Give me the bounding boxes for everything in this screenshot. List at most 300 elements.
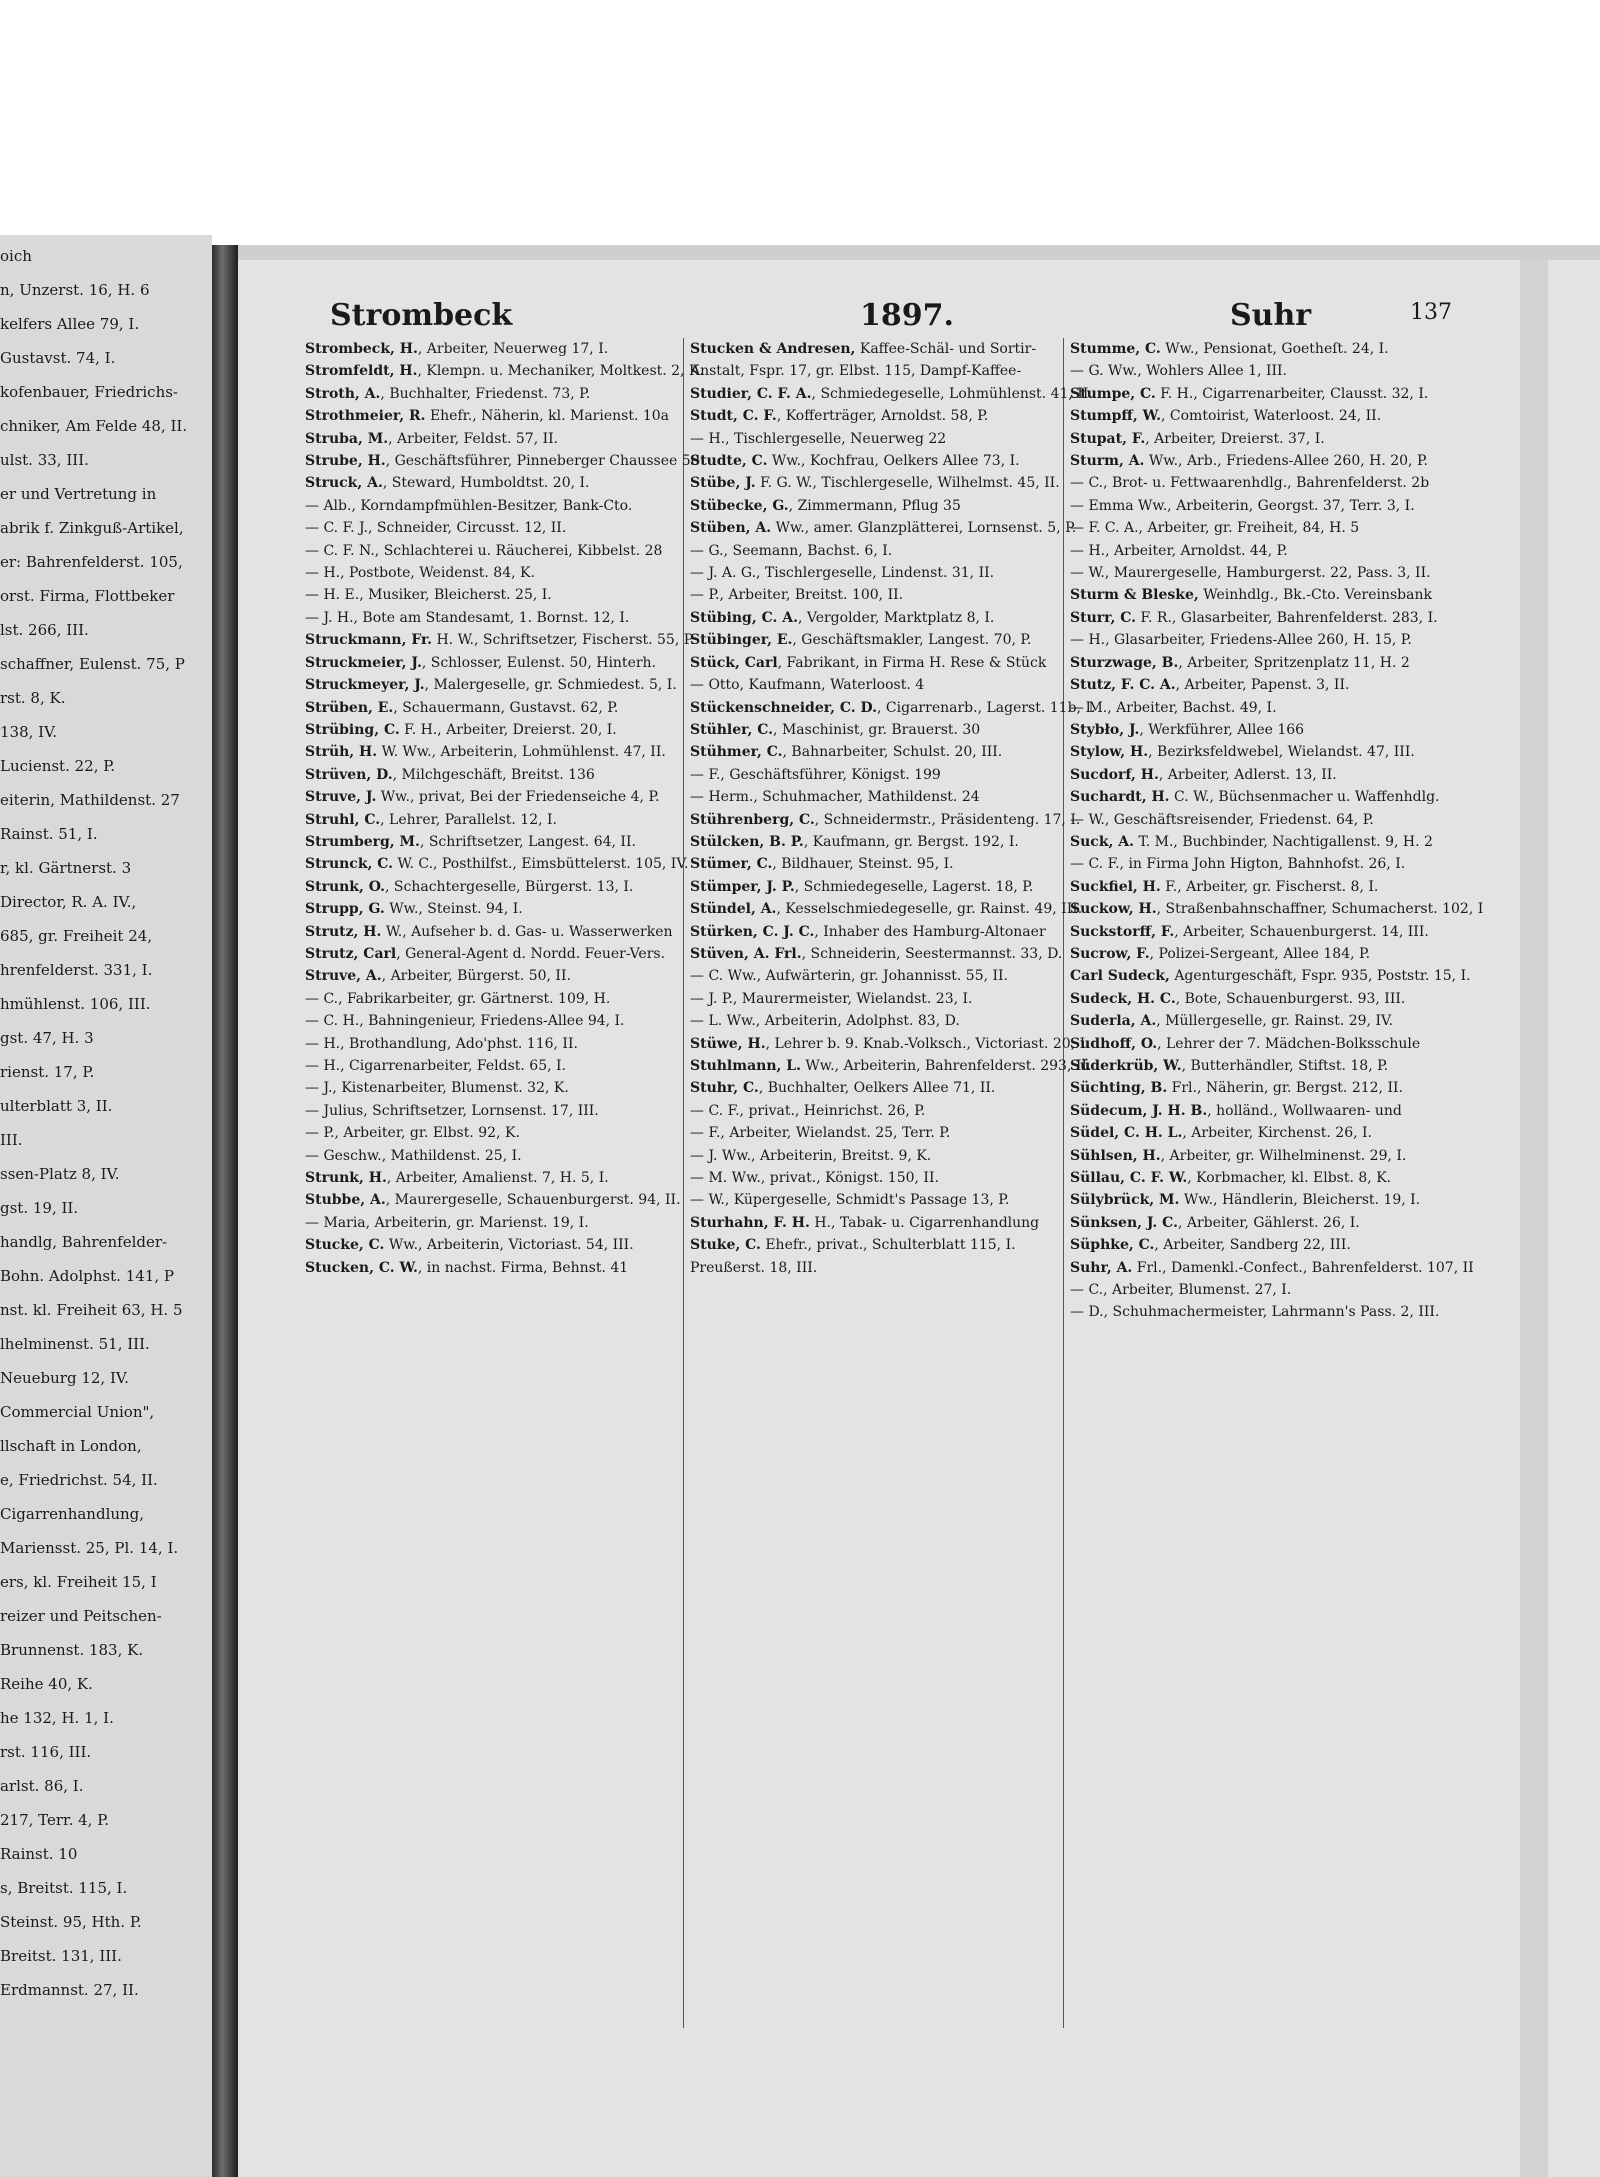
directory-entry <box>690 1167 1058 1189</box>
entry-surname: Stromfeldt, H. <box>305 363 418 380</box>
entry-details: , Arbeiter, Spritzenplatz 11, H. 2 <box>1178 654 1410 671</box>
directory-entry <box>305 943 673 965</box>
directory-entry <box>1070 450 1438 472</box>
directory-entry <box>305 517 673 539</box>
entry-details: — L. Ww., Arbeiterin, Adolphst. 83, D. <box>690 1013 960 1030</box>
entry-surname: Stürken, C. J. C. <box>690 923 815 940</box>
directory-entry <box>690 1212 1058 1234</box>
left-page-line: schaffner, Eulenst. 75, P <box>0 655 185 673</box>
entry-surname: Strüh, H. <box>305 744 378 761</box>
directory-entry <box>1070 719 1438 741</box>
entry-details: , Arbeiter, Dreierst. 37, I. <box>1145 430 1325 447</box>
directory-entry <box>305 1167 673 1189</box>
directory-entry <box>690 1010 1058 1032</box>
entry-surname: Stutz, F. C. A. <box>1070 677 1176 694</box>
entry-surname: Strumberg, M. <box>305 833 420 850</box>
entry-details: Frl., Damenkl.-Confect., Bahrenfelderst. 107, II <box>1132 1259 1474 1276</box>
entry-details: — D., Schuhmachermeister, Lahrmann's Pass. 2, III. <box>1070 1304 1440 1321</box>
entry-details: — Maria, Arbeiterin, gr. Marienst. 19, I. <box>305 1214 589 1231</box>
entry-details: , Lehrer der 7. Mädchen-Bolksschule <box>1157 1035 1421 1052</box>
entry-surname: Stübinger, E. <box>690 632 793 649</box>
left-page-line: Mariensst. 25, Pl. 14, I. <box>0 1539 179 1557</box>
entry-details: Kaffee-Schäl- und Sortir- <box>855 341 1037 357</box>
directory-entry <box>690 876 1058 898</box>
left-page-line: oich <box>0 247 32 265</box>
directory-entry <box>305 652 673 674</box>
entry-surname: Stuhlmann, L. <box>690 1058 801 1074</box>
left-page-line: ers, kl. Freiheit 15, I <box>0 1573 157 1591</box>
entry-surname: Sülybrück, M. <box>1070 1192 1180 1209</box>
entry-details: , in nachst. Firma, Behnst. 41 <box>417 1259 629 1276</box>
directory-entry <box>690 1055 1092 1077</box>
directory-entry <box>1070 1100 1438 1122</box>
left-page-line: ulst. 33, III. <box>0 451 89 469</box>
directory-entry <box>305 898 673 920</box>
entry-surname: Süphke, C. <box>1070 1237 1155 1254</box>
entry-surname: Suderla, A. <box>1070 1013 1157 1030</box>
directory-entry <box>690 360 1058 382</box>
entry-surname: Strüben, E. <box>305 699 394 716</box>
entry-details: , Werkführer, Allee 166 <box>1139 721 1305 738</box>
directory-entry <box>305 1010 673 1032</box>
directory-entry <box>690 943 1063 965</box>
entry-details: — C. F., in Firma John Higton, Bahnhofst. 26, I. <box>1070 856 1406 873</box>
entry-details: , Bote, Schauenburgerst. 93, III. <box>1175 990 1406 1007</box>
directory-entry <box>690 517 1077 539</box>
directory-entry <box>305 674 677 696</box>
directory-entry <box>1070 383 1438 405</box>
directory-entry <box>305 428 673 450</box>
entry-details: , Vergolder, Marktplatz 8, I. <box>797 609 995 626</box>
entry-surname: Strutz, H. <box>305 923 382 940</box>
entry-surname: Stühmer, C. <box>690 744 783 761</box>
entry-details: — P., Arbeiter, Breitst. 100, II. <box>690 587 904 604</box>
left-page-line: hmühlenst. 106, III. <box>0 995 151 1013</box>
left-page-line: eiterin, Mathildenst. 27 <box>0 791 180 809</box>
directory-entry <box>1070 428 1438 450</box>
entry-surname: Stüven, A. Frl. <box>690 945 802 962</box>
directory-entry <box>1070 965 1471 987</box>
entry-surname: Stübe, J. <box>690 475 756 492</box>
directory-entry <box>1070 764 1438 786</box>
entry-surname: Stückenschneider, C. D. <box>690 699 878 716</box>
entry-details: , Geschäftsführer, Pinneberger Chaussee 50 <box>385 453 700 470</box>
left-page-line: Reihe 40, K. <box>0 1675 93 1693</box>
entry-details: , Schneidermstr., Präsidenteng. 17, I. <box>814 811 1081 828</box>
directory-entry <box>690 1145 1058 1167</box>
entry-surname: Stumme, C. <box>1070 341 1161 357</box>
entry-details: , General-Agent d. Nordd. Feuer-Vers. <box>396 945 666 962</box>
entry-details: — P., Arbeiter, gr. Elbst. 92, K. <box>305 1125 520 1142</box>
directory-entry <box>305 495 673 517</box>
entry-surname: Suck, A. <box>1070 833 1134 850</box>
entry-details: H. W., Schriftsetzer, Fischerst. 55, P. <box>432 632 695 649</box>
left-page-line: n, Unzerst. 16, H. 6 <box>0 281 150 299</box>
entry-details: F. H., Arbeiter, Dreierst. 20, I. <box>399 721 617 738</box>
entry-surname: Stührenberg, C. <box>690 811 815 828</box>
entry-surname: Stucken & Andresen, <box>690 341 856 357</box>
entry-details: — H., Tischlergeselle, Neuerweg 22 <box>690 430 947 447</box>
directory-entry <box>1070 1122 1438 1144</box>
entry-details: , Inhaber des Hamburg-Altonaer <box>814 923 1046 940</box>
entry-surname: Sturm & Bleske, <box>1070 587 1199 604</box>
entry-surname: Strunk, O. <box>305 878 386 895</box>
entry-details: , Schlosser, Eulenst. 50, Hinterh. <box>421 654 657 671</box>
left-page-line: rienst. 17, P. <box>0 1063 95 1081</box>
entry-details: Ww., amer. Glanzplätterei, Lornsenst. 5, P. <box>771 520 1077 537</box>
entry-details: — F. C. A., Arbeiter, gr. Freiheit, 84, H. 5 <box>1070 520 1360 537</box>
entry-details: , Schmiedegeselle, Lohmühlenst. 41, II. <box>811 385 1093 402</box>
entry-details: , Schauermann, Gustavst. 62, P. <box>393 699 619 716</box>
entry-surname: Studt, C. F. <box>690 408 777 425</box>
left-page-line: lst. 266, III. <box>0 621 89 639</box>
directory-entry <box>1070 517 1438 539</box>
entry-surname: Sudhoff, O. <box>1070 1035 1158 1052</box>
left-page-line: he 132, H. 1, I. <box>0 1709 114 1727</box>
left-page-line: r, kl. Gärtnerst. 3 <box>0 859 132 877</box>
entry-surname: Südel, C. H. L. <box>1070 1125 1183 1142</box>
left-page-line: 217, Terr. 4, P. <box>0 1811 110 1829</box>
directory-entry <box>1070 405 1438 427</box>
directory-entry <box>305 1145 673 1167</box>
left-page-line: Brunnenst. 183, K. <box>0 1641 144 1659</box>
directory-entry <box>305 697 673 719</box>
entry-details: , Straßenbahnschaffner, Schumacherst. 102, I <box>1156 901 1484 918</box>
entry-details: , Arbeiter, Sandberg 22, III. <box>1154 1237 1351 1254</box>
directory-entry <box>305 562 673 584</box>
entry-surname: Strutz, Carl <box>305 945 397 962</box>
entry-details: W. C., Posthilfst., Eimsbüttelerst. 105, IV. <box>393 856 689 873</box>
entry-details: , Schneiderin, Seestermannst. 33, D. <box>801 945 1063 962</box>
entry-details: , Bezirksfeldwebel, Wielandst. 47, III. <box>1148 744 1415 761</box>
left-page-line: Erdmannst. 27, II. <box>0 1981 139 1999</box>
entry-details: , Maschinist, gr. Brauerst. 30 <box>773 721 981 738</box>
entry-surname: Sucrow, F. <box>1070 945 1150 962</box>
entry-details: — Herm., Schuhmacher, Mathildenst. 24 <box>690 789 980 806</box>
entry-details: F. G. W., Tischlergeselle, Wilhelmst. 45, II. <box>755 475 1060 492</box>
entry-details: , Arbeiter, Neuerweg 17, I. <box>417 341 609 357</box>
entry-surname: Sturr, C. <box>1070 609 1137 626</box>
left-page-line: s, Breitst. 115, I. <box>0 1879 128 1897</box>
directory-entry <box>1070 495 1438 517</box>
entry-details: , Kaufmann, gr. Bergst. 192, I. <box>803 833 1019 850</box>
directory-entry <box>1070 1010 1438 1032</box>
entry-details: Ww., Arb., Friedens-Allee 260, H. 20, P. <box>1144 453 1428 470</box>
entry-details: , Arbeiter, Kirchenst. 26, I. <box>1182 1125 1372 1142</box>
directory-entry <box>1070 741 1438 763</box>
entry-details: — Emma Ww., Arbeiterin, Georgst. 37, Terr. 3, I. <box>1070 497 1415 514</box>
directory-entry <box>690 338 1058 360</box>
entry-details: , Lehrer b. 9. Knab.-Volksch., Victoriast. 20, I. <box>765 1035 1090 1052</box>
entry-surname: Strothmeier, R. <box>305 408 426 425</box>
entry-surname: Süllau, C. F. W. <box>1070 1170 1188 1187</box>
entry-surname: Studier, C. F. A. <box>690 385 812 402</box>
directory-entry <box>690 1234 1058 1256</box>
left-page-fragment <box>0 235 212 2177</box>
directory-entry <box>1070 1055 1438 1077</box>
page-edge-shadow <box>1520 260 1548 2177</box>
entry-details: — J. Ww., Arbeiterin, Breitst. 9, K. <box>690 1147 932 1164</box>
entry-details: , Geschäftsmakler, Langest. 70, P. <box>792 632 1032 649</box>
entry-surname: Suchardt, H. <box>1070 789 1170 806</box>
entry-details: — H., Arbeiter, Arnoldst. 44, P. <box>1070 542 1288 559</box>
directory-entry <box>305 1100 673 1122</box>
entry-surname: Stübing, C. A. <box>690 609 798 626</box>
entry-details: — C. F. J., Schneider, Circusst. 12, II. <box>305 520 567 537</box>
entry-details: C. W., Büchsenmacher u. Waffenhdlg. <box>1169 789 1440 806</box>
directory-entry <box>1070 1167 1438 1189</box>
entry-details: F. R., Glasarbeiter, Bahrenfelderst. 283, I. <box>1136 609 1438 626</box>
directory-entry <box>1070 831 1438 853</box>
directory-entry <box>305 584 673 606</box>
entry-surname: Stühler, C. <box>690 721 774 738</box>
entry-surname: Stupat, F. <box>1070 430 1146 447</box>
book-gutter <box>212 245 238 2177</box>
directory-entry <box>690 898 1083 920</box>
entry-surname: Strube, H. <box>305 453 386 470</box>
directory-entry <box>690 853 1058 875</box>
entry-details: Ww., Kochfrau, Oelkers Allee 73, I. <box>767 453 1020 470</box>
directory-entry <box>1070 1033 1438 1055</box>
entry-surname: Stybło, J. <box>1070 721 1140 738</box>
entry-surname: Stümper, J. P. <box>690 878 795 895</box>
entry-details: Agenturgeschäft, Fspr. 935, Poststr. 15, I. <box>1169 968 1471 985</box>
directory-entry <box>690 786 1058 808</box>
directory-entry <box>305 540 673 562</box>
entry-details: — H., Brothandlung, Ado'phst. 116, II. <box>305 1035 578 1052</box>
directory-entry <box>1070 786 1438 808</box>
entry-details: — J. P., Maurermeister, Wielandst. 23, I. <box>690 990 973 1007</box>
entry-surname: Suckfiel, H. <box>1070 878 1161 895</box>
entry-details: , Butterhändler, Stiftst. 18, P. <box>1181 1058 1389 1074</box>
left-page-line: gst. 19, II. <box>0 1199 79 1217</box>
entry-details: , Arbeiter, Amalienst. 7, H. 5, I. <box>386 1170 609 1187</box>
entry-details: T. M., Buchbinder, Nachtigallenst. 9, H. 2 <box>1134 833 1433 850</box>
entry-surname: Stumpff, W. <box>1070 408 1162 425</box>
entry-surname: Sturhahn, F. H. <box>690 1214 810 1231</box>
entry-details: — W., Geschäftsreisender, Friedenst. 64, P. <box>1070 811 1374 828</box>
directory-entry <box>305 719 673 741</box>
directory-entry <box>305 831 673 853</box>
directory-entry <box>1070 1279 1438 1301</box>
directory-entry <box>690 831 1058 853</box>
entry-details: , Buchhalter, Oelkers Allee 71, II. <box>758 1080 996 1097</box>
entry-details: H., Tabak- u. Cigarrenhandlung <box>809 1214 1040 1231</box>
directory-entry <box>690 697 1096 719</box>
column-rule-2 <box>1063 338 1064 2028</box>
entry-details: — C. H., Bahningenieur, Friedens-Allee 94, I. <box>305 1013 625 1030</box>
directory-entry <box>690 921 1058 943</box>
entry-details: — C., Brot- u. Fettwaarenhdlg., Bahrenfelderst. 2b <box>1070 475 1430 492</box>
left-page-line: llschaft in London, <box>0 1437 142 1455</box>
entry-details: — W., Küpergeselle, Schmidt's Passage 13, P. <box>690 1192 1010 1209</box>
entry-details: — Alb., Korndampfmühlen-Besitzer, Bank-Cto. <box>305 497 633 514</box>
left-page-line: III. <box>0 1131 23 1149</box>
directory-entry <box>690 652 1058 674</box>
entry-details: — H. E., Musiker, Bleicherst. 25, I. <box>305 587 552 604</box>
entry-details: — M., Arbeiter, Bachst. 49, I. <box>1070 699 1277 716</box>
left-page-line: Neueburg 12, IV. <box>0 1369 129 1387</box>
entry-surname: Stübecke, G. <box>690 497 789 514</box>
entry-surname: Strunk, H. <box>305 1170 387 1187</box>
entry-details: — H., Postbote, Weidenst. 84, K. <box>305 565 535 582</box>
entry-details: , Schriftsetzer, Langest. 64, II. <box>419 833 636 850</box>
entry-details: , Cigarrenarb., Lagerst. 11b, I. <box>877 699 1096 716</box>
left-page-line: gst. 47, H. 3 <box>0 1029 94 1047</box>
directory-entry <box>305 1212 673 1234</box>
entry-details: , Kofferträger, Arnoldst. 58, P. <box>776 408 989 425</box>
header-right-keyword: Suhr <box>1230 298 1312 333</box>
directory-entry <box>305 1257 673 1279</box>
entry-surname: Strunck, C. <box>305 856 394 873</box>
entry-details: , Korbmacher, kl. Elbst. 8, K. <box>1187 1170 1392 1187</box>
left-page-line: Cigarrenhandlung, <box>0 1505 145 1523</box>
directory-entry <box>690 965 1058 987</box>
entry-details: Ww., privat, Bei der Friedenseiche 4, P. <box>376 789 660 806</box>
entry-surname: Sucdorf, H. <box>1070 766 1159 783</box>
directory-entry <box>1070 652 1438 674</box>
directory-entry <box>1070 607 1438 629</box>
entry-surname: Struve, J. <box>305 789 377 806</box>
directory-entry <box>305 1077 673 1099</box>
page-header <box>300 298 1460 338</box>
entry-details: , Polizei-Sergeant, Allee 184, P. <box>1149 945 1371 962</box>
entry-details: Ww., Pensionat, Goetheſt. 24, I. <box>1160 341 1389 357</box>
entry-details: — H., Cigarrenarbeiter, Feldst. 65, I. <box>305 1058 567 1074</box>
entry-surname: Struckmeyer, J. <box>305 677 425 694</box>
header-left-keyword: Strombeck <box>330 298 513 333</box>
directory-entry <box>690 1077 1058 1099</box>
header-year: 1897. <box>860 298 954 333</box>
entry-details: — J. H., Bote am Standesamt, 1. Bornst. 12, I. <box>305 609 630 626</box>
entry-surname: Stubbe, A. <box>305 1192 386 1209</box>
entry-details: — F., Geschäftsführer, Königst. 199 <box>690 766 941 783</box>
directory-entry <box>305 405 673 427</box>
entry-details: — C. F., privat., Heinrichst. 26, P. <box>690 1102 926 1119</box>
directory-entry <box>1070 1212 1438 1234</box>
directory-entry <box>305 764 673 786</box>
directory-entry <box>690 1257 1058 1279</box>
entry-details: — J. A. G., Tischlergeselle, Lindenst. 31, II. <box>690 565 995 582</box>
directory-entry <box>305 472 673 494</box>
left-page-line: Bohn. Adolphst. 141, P <box>0 1267 174 1285</box>
directory-entry <box>690 1033 1090 1055</box>
entry-surname: Stüben, A. <box>690 520 772 537</box>
entry-details: , Arbeiter, Schauenburgerst. 14, III. <box>1174 923 1429 940</box>
entry-details: , Kesselschmiedegeselle, gr. Rainst. 49, III. <box>776 901 1083 918</box>
directory-entry <box>690 629 1058 651</box>
entry-surname: Struckmeier, J. <box>305 654 422 671</box>
left-page-line: Commercial Union", <box>0 1403 155 1421</box>
left-page-line: orst. Firma, Flottbeker <box>0 587 175 605</box>
entry-details: Ww., Steinst. 94, I. <box>384 901 523 918</box>
entry-details: — Julius, Schriftsetzer, Lornsenst. 17, III. <box>305 1102 599 1119</box>
entry-surname: Struck, A. <box>305 475 383 492</box>
entry-surname: Stündel, A. <box>690 901 777 918</box>
directory-entry <box>690 607 1058 629</box>
entry-details: , Steward, Humboldtst. 20, I. <box>382 475 590 492</box>
left-page-line: abrik f. Zinkguß-Artikel, <box>0 519 184 537</box>
directory-entry <box>1070 360 1438 382</box>
entry-surname: Strupp, G. <box>305 901 385 918</box>
entry-surname: Stück, Carl <box>690 654 778 671</box>
directory-entry <box>305 338 673 360</box>
directory-entry <box>690 988 1058 1010</box>
directory-entry <box>305 965 673 987</box>
entry-surname: Sturm, A. <box>1070 453 1145 470</box>
left-page-line: Lucienst. 22, P. <box>0 757 116 775</box>
entry-details: , Comtoirist, Waterloost. 24, II. <box>1161 408 1382 425</box>
entry-details: — W., Maurergeselle, Hamburgerst. 22, Pass. 3, II. <box>1070 565 1431 582</box>
directory-entry <box>1070 809 1438 831</box>
entry-details: F., Arbeiter, gr. Fischerst. 8, I. <box>1160 878 1379 895</box>
directory-entry <box>690 540 1058 562</box>
left-page-line: Rainst. 51, I. <box>0 825 98 843</box>
directory-entry <box>305 809 673 831</box>
entry-surname: Stümer, C. <box>690 856 773 873</box>
directory-entry <box>1070 472 1438 494</box>
entry-surname: Stülcken, B. P. <box>690 833 804 850</box>
left-page-line: Gustavst. 74, I. <box>0 349 116 367</box>
entry-surname: Sühlsen, H. <box>1070 1147 1161 1164</box>
left-page-line: rst. 116, III. <box>0 1743 92 1761</box>
entry-surname: Stylow, H. <box>1070 744 1149 761</box>
left-page-line: reizer und Peitschen- <box>0 1607 162 1625</box>
left-page-line: hrenfelderst. 331, I. <box>0 961 153 979</box>
entry-details: Ww., Händlerin, Bleicherst. 19, I. <box>1179 1192 1421 1209</box>
entry-surname: Stüwe, H. <box>690 1035 766 1052</box>
directory-entry <box>305 988 673 1010</box>
entry-details: , Arbeiter, Feldst. 57, II. <box>388 430 559 447</box>
entry-surname: Suhr, A. <box>1070 1259 1133 1276</box>
left-page-line: rst. 8, K. <box>0 689 66 707</box>
left-page-line: chniker, Am Felde 48, II. <box>0 417 188 435</box>
entry-details: — G., Seemann, Bachst. 6, I. <box>690 542 893 559</box>
entry-details: Ww., Arbeiterin, Bahrenfelderst. 293, II. <box>800 1058 1092 1074</box>
directory-entry <box>690 495 1058 517</box>
column-3 <box>1070 338 1484 2028</box>
directory-entry <box>690 719 1058 741</box>
entry-details: , Maurergeselle, Schauenburgerst. 94, II. <box>385 1192 681 1209</box>
entry-details: , Schmiedegeselle, Lagerst. 18, P. <box>794 878 1034 895</box>
directory-entry <box>1070 629 1438 651</box>
directory-entry <box>305 1055 673 1077</box>
left-page-line: 685, gr. Freiheit 24, <box>0 927 153 945</box>
entry-surname: Sudeck, H. C. <box>1070 990 1176 1007</box>
left-page-line: handlg, Bahrenfelder- <box>0 1233 168 1251</box>
entry-details: , Bahnarbeiter, Schulst. 20, III. <box>782 744 1003 761</box>
entry-details: , Zimmermann, Pflug 35 <box>788 497 961 514</box>
directory-entry <box>690 584 1058 606</box>
entry-surname: Stumpe, C. <box>1070 385 1156 402</box>
entry-details: Preußerst. 18, III. <box>690 1259 818 1276</box>
entry-details: — H., Glasarbeiter, Friedens-Allee 260, H. 15, P. <box>1070 632 1412 649</box>
directory-entry <box>1070 1145 1438 1167</box>
directory-entry <box>690 450 1058 472</box>
left-page-line: arlst. 86, I. <box>0 1777 84 1795</box>
entry-details: , Lehrer, Parallelst. 12, I. <box>380 811 557 828</box>
entry-details: — C. Ww., Aufwärterin, gr. Johannisst. 55, II. <box>690 968 1009 985</box>
entry-details: , Milchgeschäft, Breitst. 136 <box>392 766 595 783</box>
entry-details: Weinhdlg., Bk.-Cto. Vereinsbank <box>1198 587 1432 604</box>
directory-entry <box>690 405 1058 427</box>
left-page-line: ulterblatt 3, II. <box>0 1097 113 1115</box>
directory-entry <box>1070 1077 1438 1099</box>
entry-surname: Suckow, H. <box>1070 901 1157 918</box>
entry-surname: Struba, M. <box>305 430 389 447</box>
directory-entry <box>305 876 673 898</box>
directory-entry <box>690 562 1058 584</box>
